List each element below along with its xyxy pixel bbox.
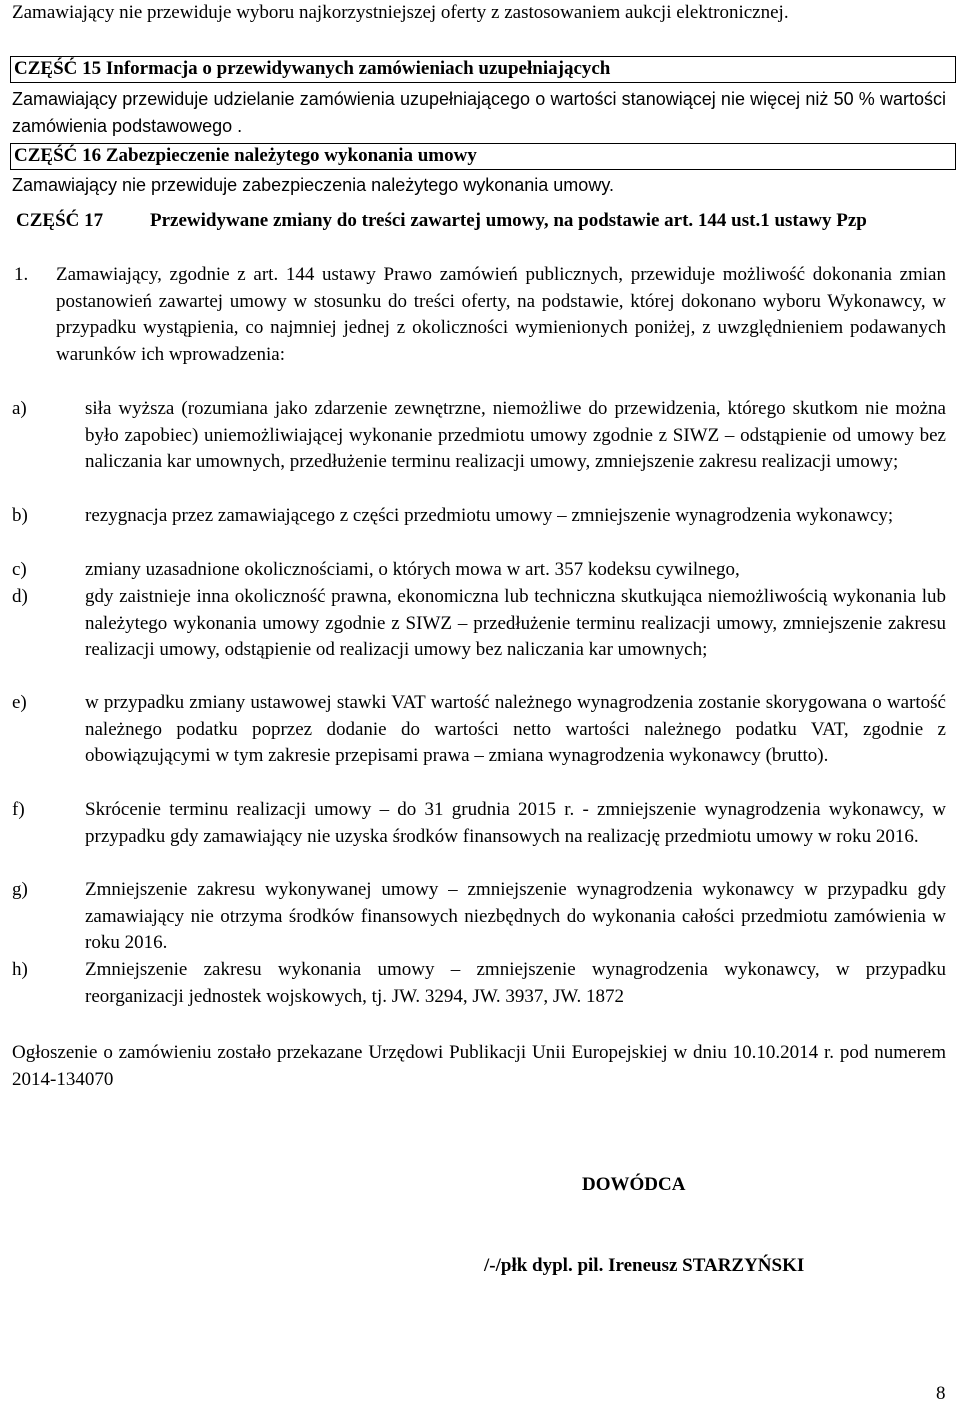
item-1-text: Zamawiający, zgodnie z art. 144 ustawy Prawo zamówień publicznych, przewiduje możliwość dokonania zmian postanowień zawartej umowy w stosunku do treści oferty, na podstawie, której dokonano wyboru Wykonawcy, w przypadku wystąpienia, co najmniej jednej z okoliczności wymienionych poniżej, z uwzględnieniem podawanych warunków ich wprowadzenia: [56, 264, 946, 365]
list-item-c-text: zmiany uzasadnione okolicznościami, o których mowa w art. 357 kodeksu cywilnego, [85, 559, 740, 580]
section-16-title: CZĘŚĆ 16 Zabezpieczenie należytego wykonania umowy [14, 145, 477, 166]
closing-paragraph: Ogłoszenie o zamówieniu zostało przekazane Urzędowi Publikacji Unii Europejskiej w dniu 10.10.2014 r. pod numerem 2014-134070 [12, 1042, 946, 1090]
list-item-e-text: w przypadku zmiany ustawowej stawki VAT wartość należnego wynagrodzenia zostanie skorygowana o wartość należnego podatku poprzez dodanie do wartości netto wartości należnego podatku VAT, zgodnie z obowiązującymi w tym zakresie przepisami prawa – zmiana wynagrodzenia wykonawcy (brutto). [85, 692, 946, 766]
list-item-c-letter: c) [12, 559, 27, 580]
list-item-d-letter: d) [12, 586, 28, 607]
list-item-b-text: rezygnacja przez zamawiającego z części przedmiotu umowy – zmniejszenie wynagrodzenia wykonawcy; [85, 505, 894, 526]
list-item-g-letter: g) [12, 879, 28, 900]
list-item-g-text: Zmniejszenie zakresu wykonywanej umowy – zmniejszenie wynagrodzenia wykonawcy w przypadku gdy zamawiający nie otrzyma środków finansowych niezbędnych do wykonania całości przedmiotu zamówienia w roku 2016. [85, 879, 946, 953]
list-item-a-text: siła wyższa (rozumiana jako zdarzenie zewnętrzne, niemożliwe do przewidzenia, którego skutkom nie można było zapobiec) uniemożliwiającej wykonanie przedmiotu umowy zgodnie z SIWZ – odstąpienie od umowy bez naliczania kar umownych, przedłużenie terminu realizacji umowy, zmniejszenie zakresu realizacji umowy; [85, 398, 946, 472]
list-item-e-letter: e) [12, 692, 27, 713]
list-item-a-letter: a) [12, 398, 27, 419]
list-item-d-text: gdy zaistnieje inna okoliczność prawna, ekonomiczna lub techniczna skutkująca niemożliwością wykonania lub należytego wykonania umowy zgodnie z SIWZ – przedłużenie terminu realizacji umowy, zmniejszenie zakresu realizacji umowy, odstąpienie od realizacji umowy bez naliczania kar umownych; [85, 586, 946, 660]
section-17-title: Przewidywane zmiany do treści zawartej umowy, na podstawie art. 144 ust.1 ustawy Pzp [150, 210, 867, 231]
section-15-text: Zamawiający przewiduje udzielanie zamówienia uzupełniającego o wartości stanowiącej nie więcej niż 50 % wartości zamówienia podstawowego . [12, 89, 946, 136]
intro-paragraph: Zamawiający nie przewiduje wyboru najkorzystniejszej oferty z zastosowaniem aukcji elektronicznej. [12, 2, 789, 23]
list-item-f-letter: f) [12, 799, 25, 820]
list-item-b-letter: b) [12, 505, 28, 526]
page-number: 8 [936, 1383, 946, 1404]
item-1-number: 1. [14, 264, 29, 285]
list-item-h-text: Zmniejszenie zakresu wykonania umowy – zmniejszenie wynagrodzenia wykonawcy, w przypadku reorganizacji jednostek wojskowych, tj. JW. 3294, JW. 3937, JW. 1872 [85, 959, 946, 1007]
list-item-f-text: Skrócenie terminu realizacji umowy – do 31 grudnia 2015 r. - zmniejszenie wynagrodzenia wykonawcy, w przypadku gdy zamawiający nie uzyska środków finansowych na realizację przedmiotu umowy w roku 2016. [85, 799, 946, 847]
list-item-h-letter: h) [12, 959, 28, 980]
signature-title: DOWÓDCA [582, 1174, 686, 1195]
section-16-text: Zamawiający nie przewiduje zabezpieczenia należytego wykonania umowy. [12, 175, 614, 195]
section-15-title: CZĘŚĆ 15 Informacja o przewidywanych zamówieniach uzupełniających [14, 58, 611, 79]
section-17-label: CZĘŚĆ 17 [16, 210, 104, 231]
signature-name: /-/płk dypl. pil. Ireneusz STARZYŃSKI [484, 1255, 805, 1276]
